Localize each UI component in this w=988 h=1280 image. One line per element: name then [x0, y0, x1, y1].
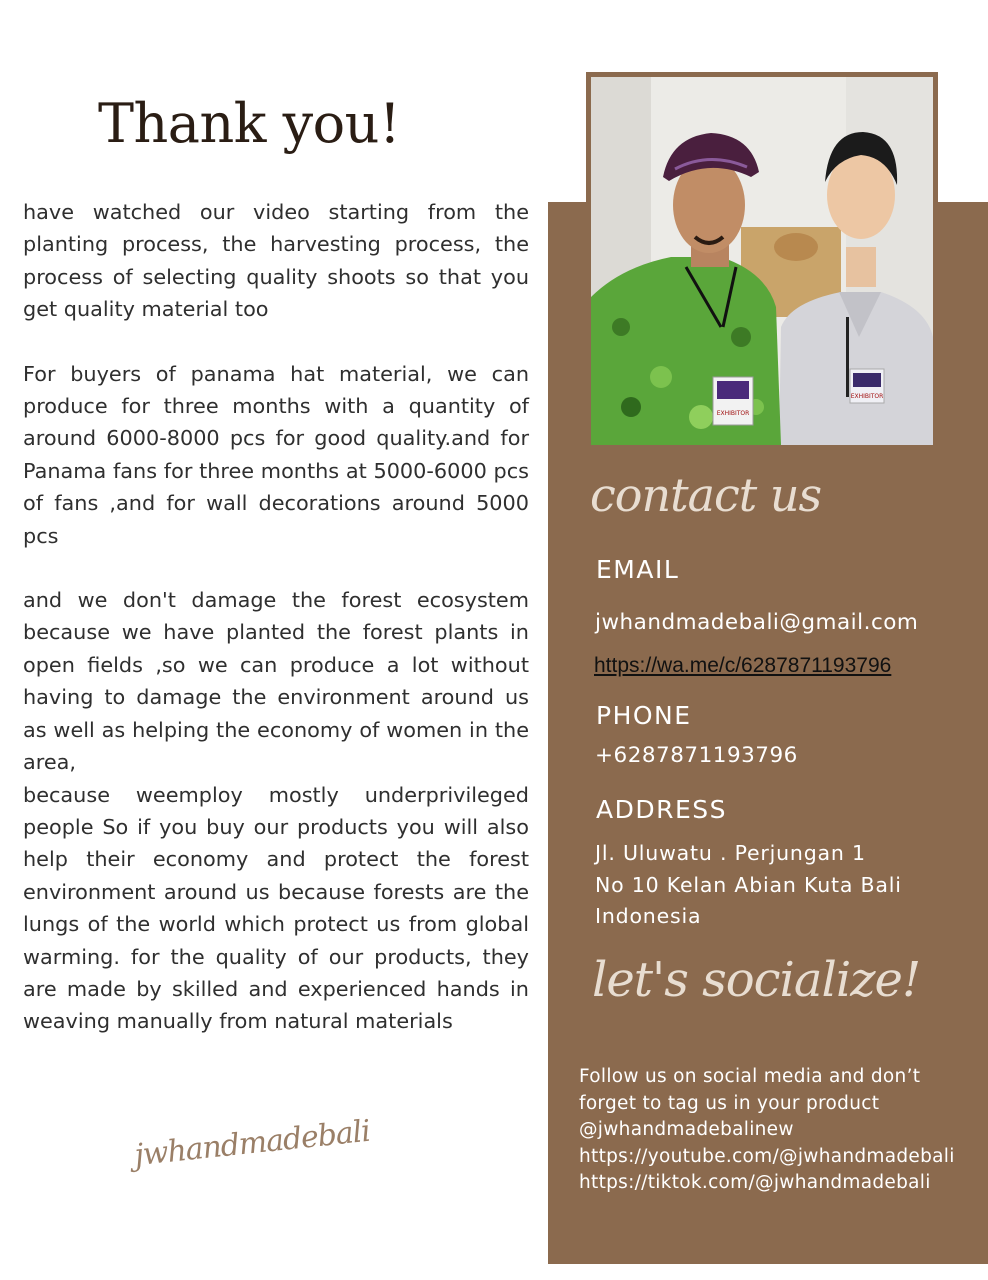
address-line: Indonesia: [595, 904, 702, 928]
exhibitor-photo: [591, 77, 933, 445]
email-label: EMAIL: [596, 555, 680, 584]
address-value: [595, 838, 935, 933]
phone-label: PHONE: [596, 701, 692, 730]
tiktok-link[interactable]: https://tiktok.com/@jwhandmadebali: [579, 1172, 931, 1194]
contact-heading: contact us: [590, 468, 822, 522]
address-label: ADDRESS: [596, 795, 728, 824]
badge-label-left: EXHIBITOR: [716, 410, 750, 417]
address-line: No 10 Kelan Abian Kuta Bali: [595, 872, 902, 897]
paragraph-intro: have watched our video starting from the planting process, the harvesting process, the process of selecting quality shoots so that you get quality material too: [23, 200, 529, 322]
whatsapp-link[interactable]: https://wa.me/c/6287871193796: [594, 654, 892, 677]
paragraph-production: For buyers of panama hat material, we can produce for three months with a quantity of around 6000-8000 pcs for good quality.and for Panama fans for three months at 5000-6000 pcs of fans ,and for wall decorations around 5000 pcs: [23, 361, 529, 548]
social-info: [579, 1064, 979, 1197]
address-line: Jl. Uluwatu . Perjungan 1: [595, 841, 866, 865]
page-title: Thank you!: [98, 92, 401, 155]
social-heading: let's socialize!: [592, 952, 921, 1008]
email-value[interactable]: jwhandmadebali@gmail.com: [595, 610, 919, 635]
badge-label-right: EXHIBITOR: [850, 393, 884, 400]
paragraph-quality: because weemploy mostly underprivileged people So if you buy our products you will also help their economy and protect the forest environment around us because forests are the lungs of the world which protect us from global warming. for the quality of our products, they are made by skilled and experienced hands in weaving manually from natural materials: [23, 782, 529, 1034]
paragraph-ecosystem: and we don't damage the forest ecosystem because we have planted the forest plants in open fields ,so we can produce a lot without having to damage the environment around us as well as helping the economy of women in the area,: [23, 588, 529, 775]
photo-illustration: [591, 77, 933, 445]
phone-value: +6287871193796: [595, 743, 798, 768]
youtube-link[interactable]: https://youtube.com/@jwhandmadebali: [579, 1145, 955, 1167]
instagram-handle[interactable]: @jwhandmadebalinew: [579, 1119, 794, 1141]
signature: jwhandmadebali: [132, 1113, 372, 1174]
social-line: forget to tag us in your product: [579, 1092, 880, 1114]
body-text: [23, 196, 529, 1038]
social-line: Follow us on social media and don’t: [579, 1066, 921, 1087]
